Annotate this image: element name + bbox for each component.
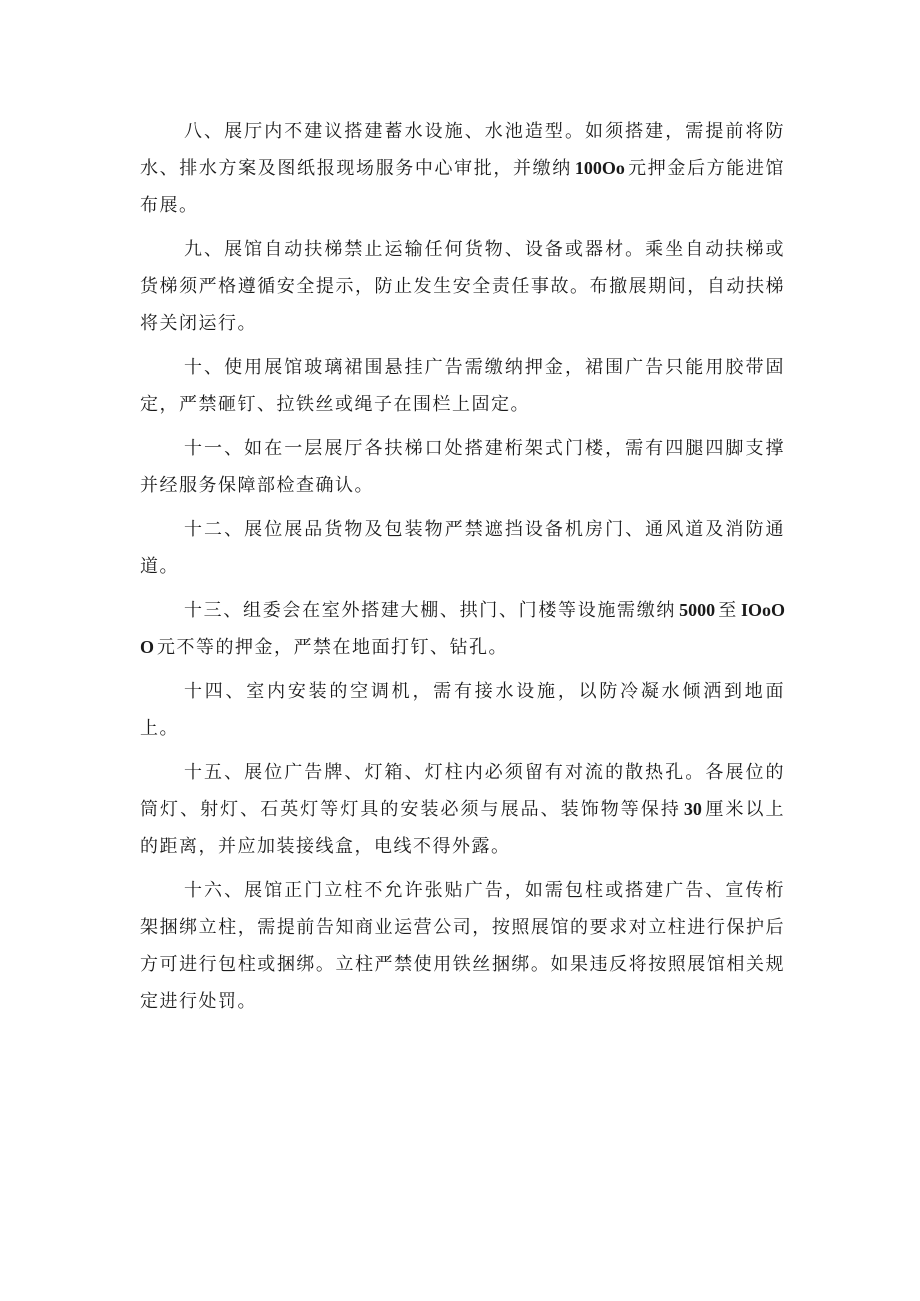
clause-13-paragraph: [140, 592, 785, 666]
deposit-max-amount: IOoOO: [140, 600, 786, 657]
clause-11-paragraph: [140, 430, 785, 504]
text-segment: 九、展馆自动扶梯禁止运输任何货物、设备或器材。乘坐自动扶梯或货梯须严格遵循安全提示，防止发生安全责任事故。布撤展期间，自动扶梯将关闭运行。: [140, 239, 785, 334]
clause-9-paragraph: [140, 231, 785, 342]
text-segment: 八、展厅内不建议搭建蓄水设施、水池造型。如须搭建，需提前将防水、排水方案及图纸报现场服务中心审批，并缴纳: [140, 121, 785, 179]
clause-15-paragraph: [140, 754, 785, 865]
clause-12-paragraph: [140, 511, 785, 585]
text-segment: 十三、组委会在室外搭建大棚、拱门、门楼等设施需缴纳: [184, 600, 677, 621]
clause-10-paragraph: [140, 349, 785, 423]
distance-value: 30: [683, 799, 702, 819]
clause-16-paragraph: [140, 872, 785, 1020]
clause-8-paragraph: [140, 113, 785, 224]
text-segment: 十五、展位广告牌、灯箱、灯柱内必须留有对流的散热孔。各展位的筒灯、射灯、石英灯等灯具的安装必须与展品、装饰物等保持: [140, 762, 785, 820]
text-segment: 十一、如在一层展厅各扶梯口处搭建桁架式门楼，需有四腿四脚支撑并经服务保障部检查确认。: [140, 438, 785, 496]
deposit-amount: 100Oo: [574, 158, 625, 178]
text-segment: 十、使用展馆玻璃裙围悬挂广告需缴纳押金，裙围广告只能用胶带固定，严禁砸钉、拉铁丝或绳子在围栏上固定。: [140, 357, 785, 415]
text-segment: 十六、展馆正门立柱不允许张贴广告，如需包柱或搭建广告、宣传桁架捆绑立柱，需提前告知商业运营公司，按照展馆的要求对立柱进行保护后方可进行包柱或捆绑。立柱严禁使用铁丝捆绑。如果违反将按照展馆相关规定进行处罚。: [140, 880, 785, 1012]
document-body: [140, 113, 785, 1020]
text-segment: 十二、展位展品货物及包装物严禁遮挡设备机房门、通风道及消防通道。: [140, 519, 785, 577]
deposit-min-amount: 5000: [679, 600, 716, 620]
text-segment: 元不等的押金，严禁在地面打钉、钻孔。: [157, 637, 509, 658]
text-segment: 至: [718, 600, 738, 621]
text-segment: 厘米以上的距离，并应加装接线盒，电线不得外露。: [140, 799, 786, 857]
clause-14-paragraph: [140, 673, 785, 747]
text-segment: 元押金后方能进馆布展。: [140, 158, 785, 216]
text-segment: 十四、室内安装的空调机，需有接水设施，以防冷凝水倾洒到地面上。: [140, 681, 785, 739]
